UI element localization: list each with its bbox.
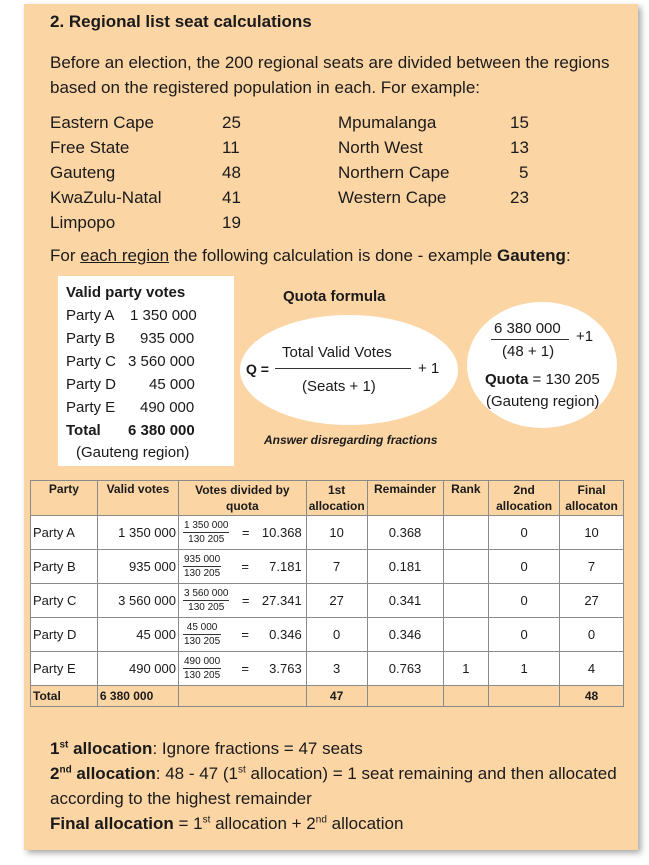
table-row [31, 652, 624, 686]
summary-second-text-sup: st [237, 764, 246, 776]
total-votes: 6 380 000 [97, 686, 178, 707]
summary-first-label: allocation [68, 739, 153, 758]
quota-numerator: Total Valid Votes [282, 344, 392, 361]
cell-rank: 1 [443, 652, 489, 686]
quota-plus-one: + 1 [418, 360, 440, 377]
cell-second-allocation: 1 [489, 652, 560, 686]
total-final-allocation: 48 [560, 686, 624, 707]
allocation-table [30, 480, 624, 707]
region-name: North West [338, 138, 423, 157]
quota-example-numerator: 6 380 000 [494, 320, 561, 337]
division-equals: = [241, 593, 250, 608]
table-total-row [31, 686, 624, 707]
quota-example-denominator: (48 + 1) [502, 343, 555, 360]
header-second-allocation: 2nd allocation [489, 481, 560, 516]
cell-remainder: 0.341 [367, 584, 443, 618]
votes-party-name: Party A [66, 307, 115, 324]
region-seats: 23 [510, 188, 529, 207]
region-seats: 15 [510, 113, 529, 132]
region-name: KwaZulu-Natal [50, 188, 162, 207]
cell-first-allocation: 27 [306, 584, 367, 618]
votes-party-name: Party B [66, 330, 116, 347]
region-name: Mpumalanga [338, 113, 437, 132]
table-header-row [31, 481, 624, 516]
votes-party-value: 3 560 000 [128, 353, 195, 370]
votes-party-value: 45 000 [149, 376, 195, 393]
division-result: 7.181 [269, 559, 302, 574]
votes-total-label: Total [66, 422, 101, 439]
division-denominator: 130 205 [183, 670, 221, 681]
division-denominator: 130 205 [183, 568, 221, 579]
quota-result-label: Quota [485, 371, 529, 388]
cell-second-allocation: 0 [489, 516, 560, 550]
cell-division [178, 652, 306, 686]
cell-remainder: 0.181 [367, 550, 443, 584]
division-denominator: 130 205 [188, 602, 225, 613]
table-row [31, 516, 624, 550]
region-name: Northern Cape [338, 163, 450, 182]
region-seats: 11 [222, 138, 240, 157]
cell-rank [443, 584, 489, 618]
cell-rank [443, 516, 489, 550]
quota-result-region: (Gauteng region) [486, 393, 600, 410]
division-equals: = [241, 661, 249, 676]
header-party: Party [31, 481, 98, 516]
region-seats: 41 [222, 188, 241, 207]
cell-division [178, 618, 306, 652]
summary-final-text-b: allocation + 2 [210, 814, 316, 833]
header-first-allocation: 1st allocation [306, 481, 367, 516]
header-final-allocation: Final allocaton [560, 481, 624, 516]
summary-second-sup: nd [59, 764, 72, 776]
each-region-suffix: : [565, 246, 571, 265]
summary-final-sup2: nd [315, 814, 327, 826]
region-seats: 19 [222, 213, 241, 232]
region-name: Gauteng [50, 163, 116, 182]
region-seats: 48 [222, 163, 241, 182]
cell-party: Party C [31, 584, 98, 618]
summary-second-num: 2 [50, 764, 60, 783]
cell-first-allocation: 7 [306, 550, 367, 584]
cell-votes: 935 000 [97, 550, 178, 584]
region-seats: 5 [519, 163, 529, 182]
cell-final-allocation: 27 [560, 584, 624, 618]
region-name: Eastern Cape [50, 113, 154, 132]
votes-total-value: 6 380 000 [128, 422, 195, 439]
cell-remainder: 0.368 [367, 516, 443, 550]
cell-party: Party E [31, 652, 98, 686]
fractions-note: Answer disregarding fractions [264, 433, 438, 447]
summary-second-label: allocation [71, 764, 156, 783]
cell-second-allocation: 0 [489, 550, 560, 584]
total-first-allocation: 47 [306, 686, 367, 707]
summary-first-num: 1 [50, 739, 60, 758]
cell-final-allocation: 4 [560, 652, 624, 686]
summary-final-text-c: allocation [326, 814, 404, 833]
division-result: 10.368 [261, 525, 302, 540]
cell-division [178, 584, 306, 618]
division-denominator: 130 205 [188, 534, 225, 545]
each-region-prefix: For [50, 246, 81, 265]
each-region-sentence [50, 246, 571, 266]
quota-fraction-line [275, 368, 411, 369]
quota-result-value: = 130 205 [528, 371, 600, 388]
division-numerator: 3 560 000 [183, 588, 229, 599]
division-equals: = [241, 627, 249, 642]
cell-party: Party B [31, 550, 98, 584]
votes-party-name: Party C [66, 353, 117, 370]
header-rank: Rank [443, 481, 489, 516]
votes-party-value: 935 000 [140, 330, 195, 347]
summary-second-text-a: : 48 - 47 (1 [155, 764, 238, 783]
quota-denominator: (Seats + 1) [302, 378, 376, 395]
header-votes-divided: Votes divided by quota [178, 481, 306, 516]
cell-first-allocation: 10 [306, 516, 367, 550]
division-result: 27.341 [261, 593, 302, 608]
cell-final-allocation: 7 [560, 550, 624, 584]
cell-second-allocation: 0 [489, 584, 560, 618]
quota-example-plus: +1 [576, 328, 594, 345]
total-label: Total [31, 686, 98, 707]
section-heading: 2. Regional list seat calculations [50, 12, 312, 31]
cell-rank [443, 550, 489, 584]
region-seats: 13 [510, 138, 529, 157]
header-remainder: Remainder [367, 481, 443, 516]
division-numerator: 45 000 [183, 621, 221, 635]
total-empty [178, 686, 306, 707]
cell-division [178, 516, 306, 550]
total-empty [367, 686, 443, 707]
summary-final [50, 811, 640, 836]
region-name: Limpopo [50, 213, 116, 232]
cell-final-allocation: 0 [560, 618, 624, 652]
division-result: 0.346 [269, 627, 302, 642]
quota-formula-title: Quota formula [283, 288, 386, 305]
votes-party-value: 1 350 000 [130, 307, 197, 324]
each-region-middle: the following calculation is done - example [169, 246, 497, 265]
summary-first [50, 736, 640, 761]
division-denominator: 130 205 [183, 636, 221, 647]
division-numerator: 1 350 000 [183, 520, 229, 531]
cell-final-allocation: 10 [560, 516, 624, 550]
header-valid-votes: Valid votes [97, 481, 178, 516]
votes-party-value: 490 000 [140, 399, 195, 416]
table-row [31, 550, 624, 584]
votes-box-title: Valid party votes [66, 284, 186, 301]
quota-q-label: Q = [246, 361, 269, 377]
region-name: Free State [50, 138, 130, 157]
summary-first-text: : Ignore fractions = 47 seats [152, 739, 363, 758]
allocation-summary [50, 736, 640, 836]
summary-second-text-b: allocation) = 1 seat remaining and then allocated according to the highest remainder [50, 764, 617, 808]
votes-party-name: Party D [66, 376, 117, 393]
valid-votes-box [58, 276, 234, 466]
intro-paragraph: Before an election, the 200 regional seats are divided between the regions based on the registered population in each. For example: [50, 53, 610, 97]
quota-example-line [491, 339, 569, 340]
cell-votes: 1 350 000 [97, 516, 178, 550]
region-seats: 25 [222, 113, 241, 132]
total-empty [489, 686, 560, 707]
cell-rank [443, 618, 489, 652]
table-row [31, 584, 624, 618]
cell-votes: 3 560 000 [97, 584, 178, 618]
division-equals: = [241, 559, 249, 574]
cell-party: Party D [31, 618, 98, 652]
each-region-example: Gauteng [496, 246, 566, 265]
cell-votes: 490 000 [97, 652, 178, 686]
cell-first-allocation: 0 [306, 618, 367, 652]
cell-votes: 45 000 [97, 618, 178, 652]
summary-second [50, 761, 640, 811]
division-numerator: 490 000 [183, 656, 221, 667]
each-region-underlined: each region [80, 246, 170, 265]
cell-remainder: 0.346 [367, 618, 443, 652]
cell-party: Party A [31, 516, 98, 550]
cell-second-allocation: 0 [489, 618, 560, 652]
summary-final-label: Final allocation [50, 814, 174, 833]
quota-result [485, 371, 600, 388]
division-equals: = [241, 525, 250, 540]
division-numerator: 935 000 [183, 554, 221, 565]
cell-remainder: 0.763 [367, 652, 443, 686]
summary-final-text-a: = 1 [173, 814, 203, 833]
table-row [31, 618, 624, 652]
summary-first-sup: st [59, 739, 69, 751]
votes-region: (Gauteng region) [76, 444, 190, 461]
total-empty [443, 686, 489, 707]
division-result: 3.763 [269, 661, 302, 676]
region-name: Western Cape [338, 188, 447, 207]
cell-first-allocation: 3 [306, 652, 367, 686]
votes-party-name: Party E [66, 399, 116, 416]
cell-division [178, 550, 306, 584]
summary-final-sup1: st [202, 814, 211, 826]
